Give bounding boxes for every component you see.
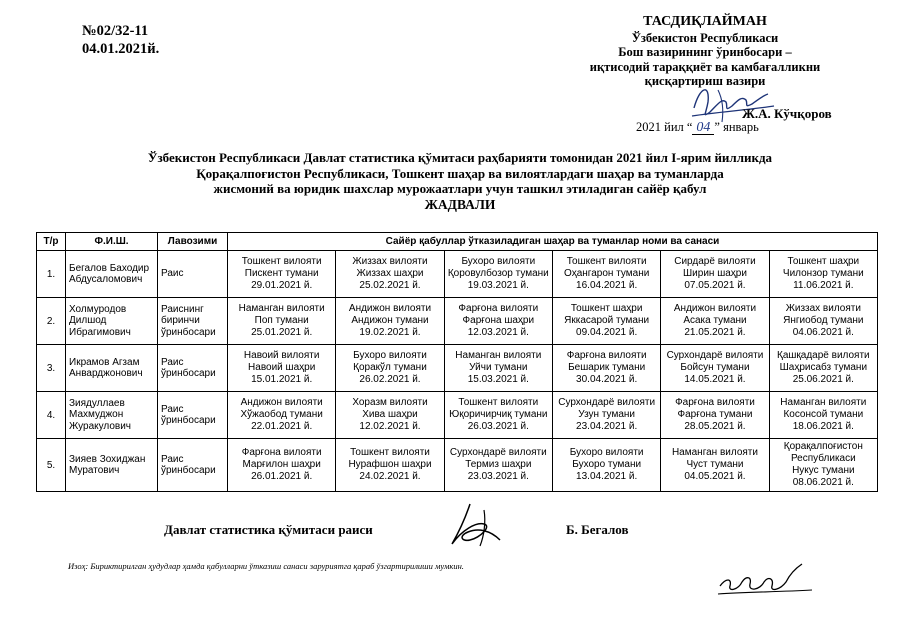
visit-line: 25.01.2021 й.	[251, 327, 313, 338]
chairman-signature	[440, 500, 512, 550]
visit-line: Қашқадарё вилояти	[777, 350, 870, 361]
row-number: 2.	[37, 298, 66, 345]
visit-cell	[769, 251, 877, 298]
visit-line: Республикаси	[790, 453, 856, 464]
visit-line: 23.03.2021 й.	[467, 471, 529, 482]
visit-line: 30.04.2021 й.	[576, 374, 638, 385]
header-num: Т/р	[37, 233, 66, 251]
person-name-line: Ибрагимович	[69, 326, 131, 338]
visit-line: 12.02.2021 й.	[359, 421, 421, 432]
visit-line: Сурхондарё вилояти	[666, 350, 764, 361]
visit-line: Тошкент вилояти	[241, 256, 322, 267]
heading-title: ЖАДВАЛИ	[424, 196, 496, 212]
visit-line: Марғилон шаҳри	[242, 459, 321, 470]
header-visits: Сайёр қабуллар ўтказиладиган шаҳар ва туманлар номи ва санаси	[228, 233, 878, 251]
approval-line: қисқартириш вазири	[644, 74, 766, 88]
table-row	[37, 392, 878, 439]
visit-line: Фарғона вилояти	[458, 303, 539, 314]
visit-line: Чилонзор тумани	[782, 268, 864, 279]
person-name-cell	[66, 298, 158, 345]
visit-cell	[661, 439, 769, 492]
approval-date-day: 04	[692, 121, 714, 135]
position-cell	[158, 392, 228, 439]
visit-line: Жиззах вилояти	[352, 256, 428, 267]
visit-line: Бухоро тумани	[572, 459, 642, 470]
visit-cell	[661, 298, 769, 345]
visit-line: Бухоро вилояти	[353, 350, 427, 361]
header-name: Ф.И.Ш.	[66, 233, 158, 251]
position-line: биринчи	[161, 315, 200, 327]
position-line: Раис	[161, 403, 184, 415]
person-name-line: Махмуджон	[69, 409, 124, 421]
visit-line: Қоровулбозор тумани	[447, 268, 549, 279]
visit-cell	[552, 392, 660, 439]
heading-line: жисмоний ва юридик шахслар мурожаатлари учун ташкил этиладиган сайёр қабул	[213, 181, 707, 196]
visit-line: 26.01.2021 й.	[251, 471, 313, 482]
visit-line: 16.04.2021 й.	[576, 280, 638, 291]
table-row	[37, 345, 878, 392]
position-line: Раис	[161, 453, 184, 465]
visit-line: Тошкент шаҳри	[787, 256, 860, 267]
visit-cell	[228, 392, 336, 439]
position-line: ўринбосари	[161, 368, 216, 379]
visit-cell	[552, 298, 660, 345]
visit-line: 12.03.2021 й.	[467, 327, 529, 338]
position-line: ўринбосари	[161, 465, 216, 476]
table-header-row	[37, 233, 878, 251]
document-number: №02/32-11	[82, 23, 149, 39]
person-name-line: Муратович	[69, 465, 120, 476]
visit-line: Оҳангарон тумани	[563, 268, 650, 279]
document-number-block	[82, 22, 159, 58]
visit-line: Пискент тумани	[244, 268, 319, 279]
table-row	[37, 439, 878, 492]
table-body	[37, 251, 878, 492]
visit-cell	[769, 392, 877, 439]
visit-line: Бухоро вилояти	[569, 447, 644, 458]
visit-line: Қорақалпоғистон	[783, 441, 863, 452]
visit-line: Фарғона вилояти	[566, 350, 647, 361]
visit-cell	[661, 392, 769, 439]
visit-cell	[336, 251, 444, 298]
visit-line: Тошкент вилояти	[566, 256, 647, 267]
row-number: 5.	[37, 439, 66, 492]
visit-cell	[769, 345, 877, 392]
document-date: 04.01.2021й.	[82, 41, 160, 57]
visit-line: Нурафшон шаҳри	[348, 459, 432, 470]
position-cell	[158, 345, 228, 392]
person-name-cell	[66, 251, 158, 298]
visit-line: Уйчи тумани	[469, 362, 528, 373]
approval-line: Бош вазирининг ўринбосари –	[618, 45, 792, 59]
position-line: Раиснинг	[161, 303, 204, 315]
visit-cell	[336, 392, 444, 439]
position-cell	[158, 251, 228, 298]
person-name-line: Холмуродов	[69, 303, 127, 315]
heading-line: Қорақалпоғистон Республикаси, Тошкент шаҳар ва вилоятлардаги шаҳар ва туманларда	[196, 165, 724, 181]
person-name-line: Дилшод	[69, 315, 107, 327]
visit-line: Поп тумани	[254, 315, 309, 326]
visit-line: Янгиобод тумани	[783, 315, 864, 326]
header-position: Лавозими	[158, 233, 228, 251]
visit-cell	[769, 439, 877, 492]
visit-line: 22.01.2021 й.	[251, 421, 313, 432]
visit-line: 29.01.2021 й.	[251, 280, 313, 291]
approval-date-prefix: 2021 йил “	[636, 120, 693, 134]
visit-cell	[228, 251, 336, 298]
visit-cell	[336, 298, 444, 345]
visit-line: Юқоричирчиқ тумани	[449, 409, 548, 420]
visit-cell	[769, 298, 877, 345]
visit-line: 11.06.2021 й.	[793, 280, 854, 291]
visit-line: Қоракўл тумани	[353, 362, 427, 373]
visit-line: Андижон вилояти	[673, 303, 757, 314]
visit-cell	[661, 251, 769, 298]
person-name-line: Зиядуллаев	[69, 397, 125, 409]
visit-line: 14.05.2021 й.	[684, 374, 746, 385]
schedule-table	[36, 232, 878, 492]
visit-line: 08.06.2021 й.	[792, 477, 854, 488]
approval-line: иқтисодий тараққиёт ва камбағалликни	[589, 59, 821, 74]
visit-cell	[336, 439, 444, 492]
visit-line: Жиззах шаҳри	[356, 268, 424, 279]
visit-line: 26.03.2021 й.	[467, 421, 529, 432]
visit-line: Шаҳрисабз тумани	[779, 362, 868, 373]
visit-line: Наманган вилояти	[671, 447, 758, 458]
visit-line: Хива шаҳри	[362, 409, 418, 420]
heading-line: Ўзбекистон Республикаси Давлат статистика қўмитаси раҳбарияти томонидан 2021 йил I-ярим йилликда	[147, 150, 773, 165]
visit-line: 19.02.2021 й.	[359, 327, 421, 338]
row-number: 4.	[37, 392, 66, 439]
visit-line: Бешарик тумани	[568, 362, 646, 373]
person-name-line: Журакулович	[69, 420, 132, 432]
approval-title: ТАСДИҚЛАЙМАН	[643, 14, 767, 29]
visit-line: Тошкент вилояти	[458, 397, 539, 408]
person-name-line: Бегалов Баходир	[69, 262, 150, 274]
visit-line: 07.05.2021 й.	[684, 280, 746, 291]
person-name-line: Зияев Зохиджан	[69, 453, 146, 465]
visit-cell	[228, 345, 336, 392]
footer-title: Давлат статистика қўмитаси раиси	[164, 522, 373, 537]
visit-line: 15.01.2021 й.	[251, 374, 313, 385]
visit-line: Наманган вилояти	[780, 397, 867, 408]
visit-line: Навоий вилояти	[243, 350, 320, 361]
footer-name: Б. Бегалов	[566, 522, 629, 537]
document-heading	[60, 150, 860, 212]
visit-line: Бухоро вилояти	[461, 256, 536, 267]
visit-cell	[552, 251, 660, 298]
visit-line: 28.05.2021 й.	[684, 421, 746, 432]
visit-cell	[228, 298, 336, 345]
visit-line: Хоразм вилояти	[352, 397, 428, 408]
visit-line: Хўжаобод тумани	[240, 409, 323, 420]
visit-line: Сирдарё вилояти	[674, 256, 756, 267]
visit-cell	[228, 439, 336, 492]
visit-cell	[444, 439, 552, 492]
visit-line: Наманган вилояти	[455, 350, 542, 361]
position-cell	[158, 439, 228, 492]
approver-name: Ж.А. Кўчқоров	[742, 106, 832, 121]
person-name-line: Анварджонович	[69, 368, 143, 379]
visit-cell	[552, 345, 660, 392]
visit-line: Термиз шаҳри	[465, 459, 532, 470]
visit-cell	[661, 345, 769, 392]
visit-line: Сурхондарё вилояти	[558, 397, 656, 408]
visit-line: Фарғона тумани	[677, 409, 753, 420]
visit-line: Бойсун тумани	[680, 362, 750, 373]
person-name-cell	[66, 392, 158, 439]
visit-line: Яккасарой тумани	[564, 315, 650, 326]
visit-line: 26.02.2021 й.	[359, 374, 421, 385]
visit-cell	[444, 392, 552, 439]
initials-signature	[716, 560, 816, 600]
visit-line: 04.06.2021 й.	[792, 327, 854, 338]
approval-line: Ўзбекистон Республикаси	[631, 30, 779, 45]
visit-line: 23.04.2021 й.	[576, 421, 638, 432]
position-line: ўринбосари	[161, 326, 216, 338]
approval-date	[636, 120, 759, 135]
table-row	[37, 251, 878, 298]
table-row	[37, 298, 878, 345]
visit-line: 25.06.2021 й.	[792, 374, 854, 385]
visit-line: 21.05.2021 й.	[684, 327, 746, 338]
row-number: 1.	[37, 251, 66, 298]
visit-line: 04.05.2021 й.	[684, 471, 746, 482]
position-line: Раис	[161, 356, 184, 368]
person-name-cell	[66, 345, 158, 392]
visit-line: 15.03.2021 й.	[467, 374, 529, 385]
person-name-line: Абдусаломович	[69, 274, 143, 285]
visit-line: Асака тумани	[683, 315, 747, 326]
visit-line: Андижон вилояти	[240, 397, 323, 408]
visit-line: Тошкент шаҳри	[570, 303, 643, 314]
visit-line: 24.02.2021 й.	[359, 471, 421, 482]
visit-line: 19.03.2021 й.	[467, 280, 529, 291]
visit-line: Косонсой тумани	[783, 409, 864, 420]
visit-line: 25.02.2021 й.	[359, 280, 421, 291]
visit-line: Андижон тумани	[351, 315, 429, 326]
visit-line: Андижон вилояти	[348, 303, 432, 314]
visit-line: Фарғона шаҳри	[462, 315, 535, 326]
person-name-line: Икрамов Агзам	[69, 356, 140, 368]
position-line: Раис	[161, 268, 184, 280]
person-name-cell	[66, 439, 158, 492]
visit-cell	[552, 439, 660, 492]
visit-line: Жиззах вилояти	[785, 303, 861, 314]
approval-date-suffix: ” январь	[714, 120, 759, 134]
position-cell	[158, 298, 228, 345]
footnote: Изоҳ: Бириктирилган ҳудудлар ҳамда қабулларни ўтказиш санаси заруриятга қараб ўзгартирилиши мумкин.	[68, 561, 464, 571]
visit-line: 09.04.2021 й.	[576, 327, 638, 338]
visit-cell	[336, 345, 444, 392]
visit-line: 18.06.2021 й.	[792, 421, 854, 432]
visit-cell	[444, 298, 552, 345]
visit-line: Наманган вилояти	[238, 303, 325, 314]
visit-line: Нукус тумани	[792, 465, 855, 476]
visit-line: Фарғона вилояти	[675, 397, 755, 408]
visit-line: Навоий шаҳри	[248, 362, 316, 373]
visit-line: Тошкент вилояти	[350, 447, 430, 458]
visit-line: 13.04.2021 й.	[576, 471, 638, 482]
visit-cell	[444, 345, 552, 392]
visit-line: Фарғона вилояти	[241, 447, 322, 458]
visit-line: Сурхондарё вилояти	[449, 447, 547, 458]
visit-line: Узун тумани	[578, 409, 635, 420]
visit-cell	[444, 251, 552, 298]
row-number: 3.	[37, 345, 66, 392]
visit-line: Чуст тумани	[686, 459, 744, 470]
position-line: ўринбосари	[161, 415, 216, 426]
visit-line: Ширин шаҳри	[683, 268, 747, 279]
